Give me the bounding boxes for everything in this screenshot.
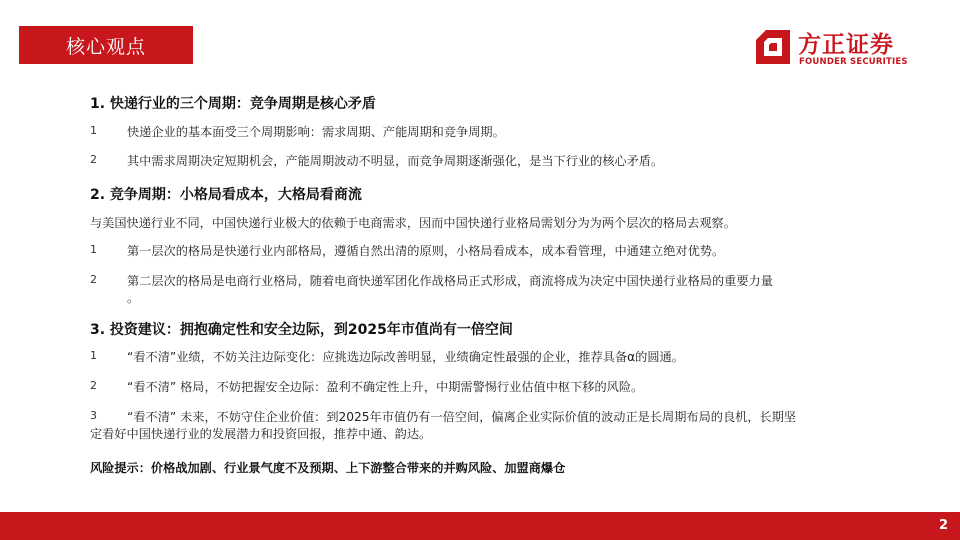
item-text: 其中需求周期决定短期机会，产能周期波动不明显，而竞争周期逐渐强化，是当下行业的核心矛盾。 (127, 154, 664, 168)
item-text-continued: 定看好中国快递行业的发展潜力和投资回报，推荐中通、韵达。 (90, 427, 432, 441)
section-1-heading: 1. 快递行业的三个周期：竞争周期是核心矛盾 (90, 96, 376, 112)
list-item (90, 153, 880, 170)
founder-logo-icon (754, 28, 792, 66)
item-text: “看不清” 未来，不妨守住企业价值：到2025年市值仍有一倍空间，偏离企业实际价值的波动正是长周期布局的良机，长期坚 (127, 410, 797, 424)
page-number: 2 (938, 518, 948, 533)
section-title: 核心观点 (19, 26, 193, 64)
logo-english-name: FOUNDER SECURITIES (799, 57, 908, 67)
item-number: 2 (90, 379, 97, 392)
list-item (90, 409, 880, 443)
section-2-heading: 2. 竞争周期：小格局看成本，大格局看商流 (90, 187, 362, 203)
item-number: 1 (90, 349, 97, 362)
item-number: 1 (90, 124, 97, 137)
section-2-intro: 与美国快递行业不同，中国快递行业极大的依赖于电商需求，因而中国快递行业格局需划分为为两个层次的格局去观察。 (90, 216, 736, 230)
item-text: 第二层次的格局是电商行业格局，随着电商快递军团化作战格局正式形成，商流将成为决定中国快递行业格局的重要力量 (127, 274, 773, 288)
list-item (90, 124, 880, 141)
list-item (90, 379, 880, 396)
item-text: “看不清” 格局，不妨把握安全边际：盈利不确定性上升，中期需警惕行业估值中枢下移的风险。 (127, 380, 644, 394)
item-number: 2 (90, 273, 97, 286)
list-item (90, 273, 880, 307)
section-3-heading: 3. 投资建议：拥抱确定性和安全边际，到2025年市值尚有一倍空间 (90, 322, 513, 338)
item-text-continued: 。 (127, 291, 140, 305)
footer-bar (0, 512, 960, 540)
item-number: 2 (90, 153, 97, 166)
list-item (90, 243, 880, 260)
logo-chinese-name: 方正证券 (798, 32, 894, 58)
item-text: “看不清”业绩，不妨关注边际变化：应挑选边际改善明显，业绩确定性最强的企业，推荐具备α的圆通。 (127, 350, 684, 364)
founder-securities-logo (754, 26, 924, 70)
list-item (90, 349, 880, 366)
item-number: 3 (90, 409, 97, 422)
item-text: 快递企业的基本面受三个周期影响：需求周期、产能周期和竞争周期。 (127, 125, 505, 139)
item-text: 第一层次的格局是快递行业内部格局，遵循自然出清的原则，小格局看成本，成本看管理，中通建立绝对优势。 (127, 244, 725, 258)
risk-warning: 风险提示：价格战加剧、行业景气度不及预期、上下游整合带来的并购风险、加盟商爆仓 (90, 461, 566, 475)
item-number: 1 (90, 243, 97, 256)
